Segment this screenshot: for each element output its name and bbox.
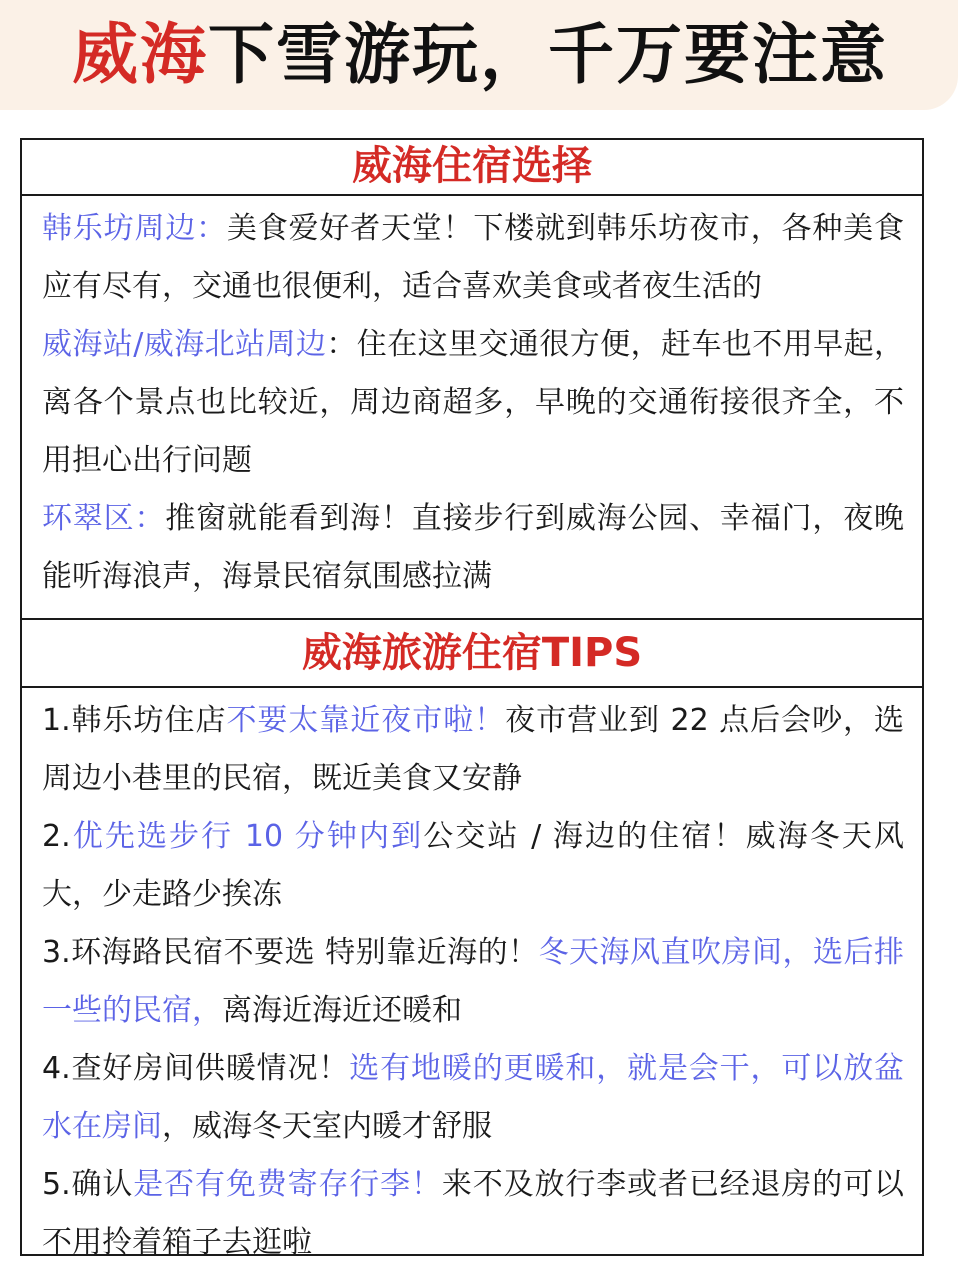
lodging-item [42,200,904,316]
tip-item [42,808,904,924]
lodging-item-label: 韩乐坊周边： [42,211,227,246]
title-highlight: 威海 [72,16,208,93]
section-body [22,196,922,606]
lodging-item-text: 推窗就能看到海！直接步行到威海公园、幸福门，夜晚能听海浪声，海景民宿氛围感拉满 [42,501,905,594]
lodging-item-label: 威海站/威海北站周边 [42,327,327,362]
section-header: 威海旅游住宿TIPS [22,620,922,688]
section-header: 威海住宿选择 [22,140,922,196]
tip-item [42,924,904,1040]
tip-text: ，威海冬天室内暖才舒服 [162,1109,492,1144]
tip-text: 离海近海近还暖和 [222,993,462,1028]
tip-text: 来不及放行李或者已经退房的可以不用拎着箱子去逛啦 [42,1167,905,1260]
tip-text: 3.环海路民宿不要选 特别靠近海的！ [42,935,539,970]
lodging-item [42,316,904,490]
tip-text: 1.韩乐坊住店 [42,703,227,738]
tip-text: 5.确认 [42,1167,134,1202]
tip-highlight: 冬天海风直吹房间，选后排 一些的民宿， [42,935,904,1028]
lodging-item-text: 美食爱好者天堂！下楼就到韩乐坊夜市，各种美食应有尽有，交通也很便利，适合喜欢美食或者夜生活的 [42,211,905,304]
page-title [0,12,960,98]
tip-highlight: 不要太靠近夜市啦！ [226,703,506,738]
tip-text: 2. [42,819,71,854]
tip-highlight: 优先选步行 10 分钟内到 [70,819,424,854]
lodging-item-label: 环翠区： [42,501,166,536]
lodging-item-text: ：住在这里交通很方便，赶车也不用早起，离各个景点也比较近，周边商超多，早晚的交通衔接很齐全，不用担心出行问题 [42,327,905,478]
lodging-choices-section [20,138,924,620]
tip-item [42,1156,904,1272]
tip-highlight: 选有地暖的更暖和，就是会干，可以放盆水在房间 [42,1051,904,1144]
tip-item [42,1040,904,1156]
lodging-item [42,490,904,606]
tip-text: 夜市营业到 22 点后会吵，选周边小巷里的民宿，既近美食又安静 [42,703,905,796]
tip-highlight: 是否有免费寄存行李！ [133,1167,442,1202]
title-banner [0,0,958,110]
lodging-tips-section [20,618,924,1260]
tip-text: 公交站 / 海边的住宿！威海冬天风大，少走路少挨冻 [42,819,904,912]
tip-item [42,692,904,808]
tip-text: 4.查好房间供暖情况！ [42,1051,350,1086]
title-rest: 下雪游玩，千万要注意 [208,16,888,93]
section-body [22,688,922,1272]
